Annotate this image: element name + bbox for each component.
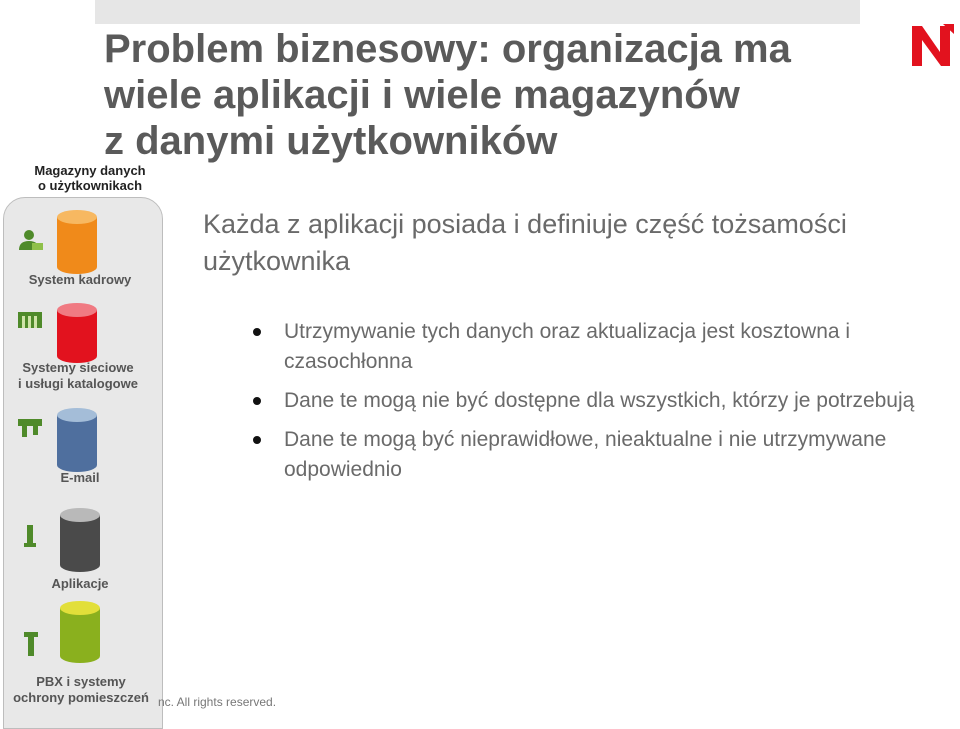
- database-cylinder-icon: [55, 209, 99, 275]
- bullet-item: Dane te mogą być nieprawidłowe, nieaktualne i nie utrzymywane odpowiednio: [252, 425, 942, 485]
- phone-icon: [24, 632, 38, 656]
- person-icon: [18, 229, 44, 251]
- store-label: System kadrowy: [28, 272, 132, 287]
- store-network-directory: [0, 300, 166, 400]
- store-label: Aplikacje: [51, 576, 109, 591]
- store-hr: [0, 205, 166, 295]
- bullet-dot-icon: [253, 436, 261, 444]
- title-line: Problem biznesowy: organizacja ma: [104, 27, 791, 71]
- database-cylinder-icon: [55, 407, 99, 473]
- store-label: Systemy sieciowe i usługi katalogowe: [18, 360, 138, 391]
- slide-title: [104, 26, 894, 164]
- application-icon: [24, 525, 36, 547]
- store-label: E-mail: [60, 470, 100, 485]
- network-icon: [18, 312, 42, 328]
- mail-icon: [18, 419, 42, 437]
- top-header-bar: [95, 0, 860, 24]
- title-line: z danymi użytkowników: [104, 119, 558, 163]
- novell-logo-icon: [910, 24, 954, 68]
- subheading: Każda z aplikacji posiada i definiuje część tożsamości użytkownika: [203, 209, 847, 276]
- sidebar-heading-line: o użytkownikach: [37, 178, 143, 193]
- sidebar-heading-line: Magazyny danych: [34, 163, 146, 178]
- bullet-dot-icon: [253, 328, 261, 336]
- database-cylinder-icon: [58, 600, 102, 664]
- store-pbx-security: [0, 598, 166, 708]
- sidebar-heading: [10, 163, 170, 193]
- bullet-list: [252, 317, 942, 494]
- bullet-dot-icon: [253, 397, 261, 405]
- bullet-item: Dane te mogą nie być dostępne dla wszystkich, którzy je potrzebują: [252, 386, 942, 416]
- store-applications: [0, 505, 166, 600]
- store-email: [0, 405, 166, 495]
- database-cylinder-icon: [58, 507, 102, 573]
- copyright-footer: nc. All rights reserved.: [158, 695, 277, 709]
- database-cylinder-icon: [55, 302, 99, 364]
- title-line: wiele aplikacji i wiele magazynów: [104, 73, 740, 117]
- bullet-item: Utrzymywanie tych danych oraz aktualizacja jest kosztowna i czasochłonna: [252, 317, 942, 377]
- store-label: PBX i systemy ochrony pomieszczeń: [13, 674, 149, 705]
